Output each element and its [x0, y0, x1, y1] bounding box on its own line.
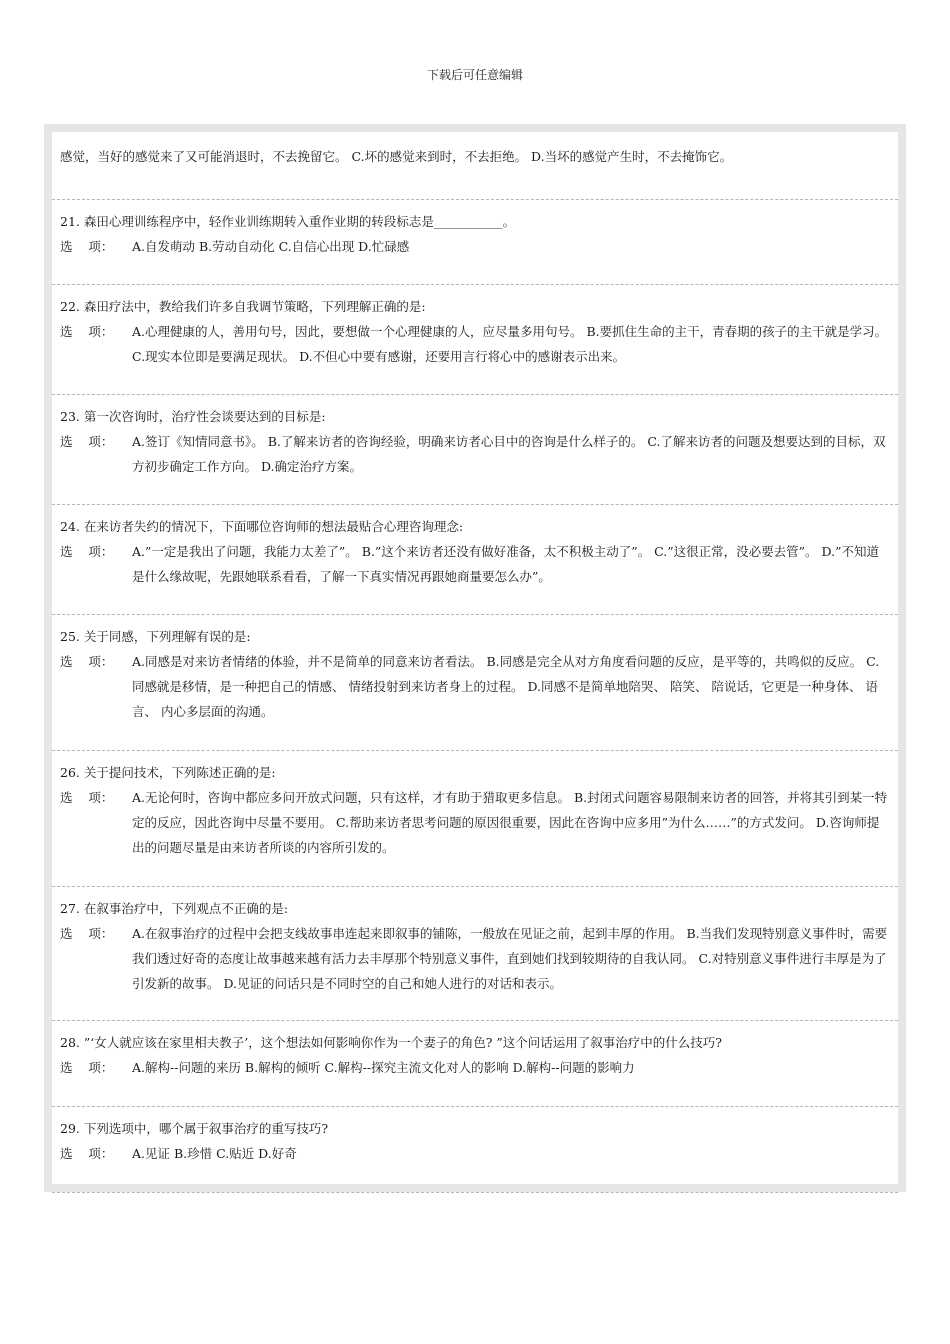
option-text: A.签订《知情同意书》。 B.了解来访者的咨询经验，明确来访者心目中的咨询是什么样子的。 C.了解来访者的问题及想要达到的目标，双方初步确定工作方向。 D.确定治疗方案。 — [132, 434, 886, 474]
question-options — [60, 429, 890, 479]
question-stem: 26. 关于提问技术，下列陈述正确的是: — [60, 765, 276, 780]
question-stem: 27. 在叙事治疗中，下列观点不正确的是: — [60, 901, 289, 916]
question-options — [60, 649, 890, 724]
question-list — [52, 132, 898, 1184]
option-text: A.”一定是我出了问题，我能力太差了”。 B.”这个来访者还没有做好准备，太不积极主动了”。 C.”这很正常，没必要去管”。 D.”不知道是什么缘故呢，先跟她联系看看，了解一下真实情况再跟她商量要怎么办”。 — [132, 544, 879, 584]
option-text: A.心理健康的人，善用句号，因此，要想做一个心理健康的人，应尽量多用句号。 B.要抓住生命的主干，青春期的孩子的主干就是学习。 C.现实本位即是要满足现状。 D.不但心中要有感谢，还要用言行将心中的感谢表示出来。 — [132, 324, 888, 364]
option-text: A.见证 B.珍惜 C.贴近 D.好奇 — [132, 1146, 297, 1161]
option-label: 选 项： — [60, 654, 114, 669]
option-label: 选 项： — [60, 790, 114, 805]
question-26 — [52, 751, 898, 887]
question-28 — [52, 1021, 898, 1107]
option-label: 选 项： — [60, 434, 114, 449]
continuation-text: 感觉，当好的感觉来了又可能消退时，不去挽留它。 C.坏的感觉来到时，不去拒绝。 D.当坏的感觉产生时，不去掩饰它。 — [60, 149, 733, 164]
question-stem: 28. ”‘女人就应该在家里相夫教子’，这个想法如何影响你作为一个妻子的角色? ”这个问话运用了叙事治疗中的什么技巧? — [60, 1035, 722, 1050]
page-header: 下载后可任意编辑 — [426, 68, 523, 82]
question-stem: 24. 在来访者失约的情况下，下面哪位咨询师的想法最贴合心理咨询理念: — [60, 519, 464, 534]
question-24 — [52, 505, 898, 615]
option-label: 选 项： — [60, 544, 114, 559]
option-text: A.无论何时，咨询中都应多问开放式问题，只有这样，才有助于猎取更多信息。 B.封闭式问题容易限制来访者的回答，并将其引到某一特定的反应，因此咨询中尽量不要用。 C.帮助来访者思考问题的原因很重要，因此在咨询中应多用”为什么……”的方式发问。 D.咨询师提出的问题尽量是由来访者所谈的内容所引发的。 — [132, 790, 888, 855]
option-label: 选 项： — [60, 926, 114, 941]
option-text: A.同感是对来访者情绪的体验，并不是简单的同意来访者看法。 B.同感是完全从对方角度看问题的反应，是平等的，共鸣似的反应。 C.同感就是移情，是一种把自己的情感、 情绪投射到来访者身上的过程。 D.同感不是简单地陪哭、 陪笑、 陪说话，它更是一种身体、 语言、 内心多层面的沟通。 — [132, 654, 880, 719]
question-27 — [52, 887, 898, 1021]
question-options — [60, 1055, 890, 1080]
question-stem: 22. 森田疗法中，教给我们许多自我调节策略，下列理解正确的是: — [60, 299, 426, 314]
question-21 — [52, 200, 898, 285]
question-options — [60, 921, 890, 996]
question-continuation — [52, 132, 898, 200]
question-25 — [52, 615, 898, 751]
question-stem: 25. 关于同感，下列理解有误的是: — [60, 629, 251, 644]
question-29 — [52, 1107, 898, 1193]
question-options — [60, 319, 890, 369]
question-23 — [52, 395, 898, 505]
question-options — [60, 234, 890, 259]
question-options — [60, 539, 890, 589]
question-stem: 21. 森田心理训练程序中，轻作业训练期转入重作业期的转段标志是___________。 — [60, 214, 516, 229]
question-stem: 29. 下列选项中，哪个属于叙事治疗的重写技巧? — [60, 1121, 329, 1136]
question-22 — [52, 285, 898, 395]
question-options — [60, 785, 890, 860]
option-label: 选 项： — [60, 324, 114, 339]
option-label: 选 项： — [60, 1060, 114, 1075]
option-label: 选 项： — [60, 239, 114, 254]
option-text: A.自发萌动 B.劳动自动化 C.自信心出现 D.忙碌感 — [132, 239, 410, 254]
question-stem: 23. 第一次咨询时，治疗性会谈要达到的目标是: — [60, 409, 326, 424]
option-label: 选 项： — [60, 1146, 114, 1161]
question-panel — [44, 124, 906, 1192]
question-options — [60, 1141, 890, 1166]
option-text: A.解构--问题的来历 B.解构的倾听 C.解构--探究主流文化对人的影响 D.解构--问题的影响力 — [132, 1060, 635, 1075]
option-text: A.在叙事治疗的过程中会把支线故事串连起来即叙事的铺陈，一般放在见证之前，起到丰厚的作用。 B.当我们发现特别意义事件时，需要我们透过好奇的态度让故事越来越有活力去丰厚那个特别意义事件，直到她们找到较期待的自我认同。 C.对特别意义事件进行丰厚是为了引发新的故事。 D.见证的问话只是不同时空的自己和她人进行的对话和表示。 — [132, 926, 888, 991]
